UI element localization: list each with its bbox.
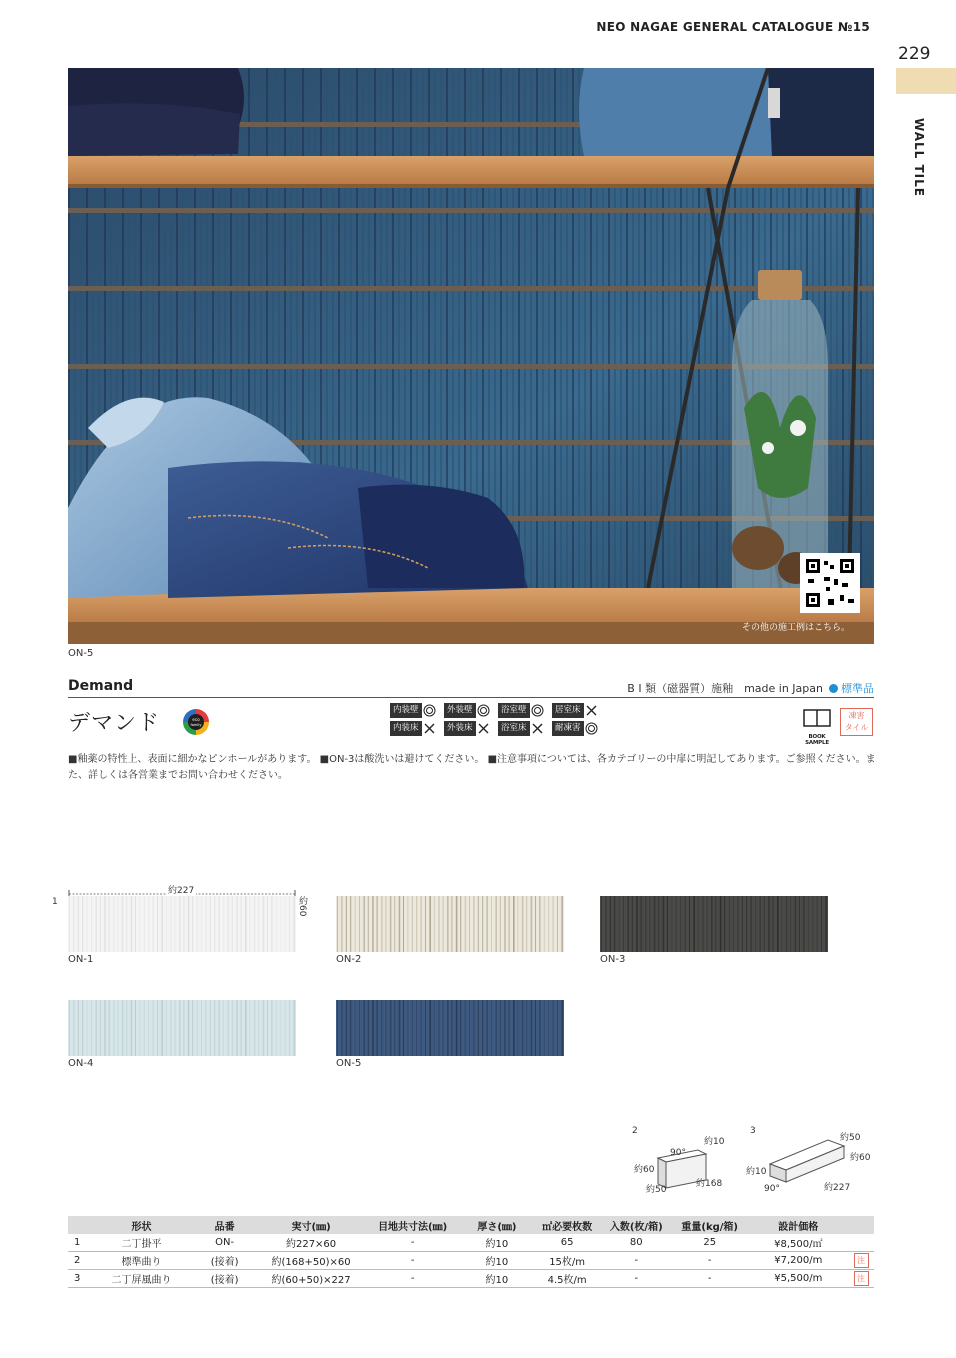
cross-icon <box>423 722 437 736</box>
step-bottom: 約227 <box>824 1183 851 1193</box>
cell-per-m2: 65 <box>533 1234 602 1252</box>
table-row <box>68 1270 874 1288</box>
height-dimension: 約60 <box>297 896 307 917</box>
cross-icon <box>531 722 545 736</box>
note-badge: 注 <box>854 1271 869 1286</box>
standard-dot-icon <box>829 684 838 693</box>
double-circle-icon <box>531 704 545 718</box>
cell-no: 2 <box>68 1252 92 1270</box>
col-thickness: 厚さ(㎜) <box>461 1216 532 1234</box>
cell-code: ON- <box>191 1234 258 1252</box>
double-circle-icon <box>423 704 437 718</box>
cell-per-m2: 4.5枚/m <box>533 1270 602 1288</box>
cell-weight: - <box>671 1252 749 1270</box>
col-per-m2: ㎡必要枚数 <box>533 1216 602 1234</box>
section-tab-strip <box>896 68 956 94</box>
tile-swatch <box>68 1000 296 1056</box>
tile-swatch <box>68 896 296 952</box>
double-circle-icon <box>585 722 599 736</box>
col-size: 実寸(㎜) <box>258 1216 364 1234</box>
cell-thickness: 約10 <box>461 1252 532 1270</box>
usage-label: 居室床 <box>552 703 584 718</box>
cell-weight: 25 <box>671 1234 749 1252</box>
swatch-code: ON-4 <box>68 1058 94 1069</box>
swatch-code: ON-5 <box>336 1058 362 1069</box>
step-top: 約50 <box>840 1133 861 1143</box>
note-badge: 注 <box>854 1253 869 1268</box>
col-note <box>848 1216 874 1234</box>
col-price: 設計価格 <box>749 1216 848 1234</box>
cell-thickness: 約10 <box>461 1270 532 1288</box>
corner-top: 約10 <box>704 1137 725 1147</box>
warning-badge <box>840 708 873 736</box>
width-dimension: 約227 <box>166 883 196 896</box>
spec-table <box>68 1216 874 1288</box>
usage-item <box>444 721 498 736</box>
product-meta <box>627 680 874 696</box>
col-weight: 重量(kg/箱) <box>671 1216 749 1234</box>
corner-angle: 90° <box>670 1148 686 1158</box>
book-sample-label: BOOK SAMPLE <box>805 734 829 746</box>
warning-line2: タイル <box>844 723 869 732</box>
cell-size: 約(168+50)×60 <box>258 1252 364 1270</box>
table-row <box>68 1252 874 1270</box>
double-circle-icon <box>477 704 491 718</box>
cell-price: ¥5,500/m <box>749 1270 848 1288</box>
cell-qty: - <box>602 1252 671 1270</box>
cell-price: ¥8,500/㎡ <box>749 1234 848 1252</box>
usage-item <box>552 703 606 718</box>
usage-item <box>444 703 498 718</box>
product-name-en: Demand <box>68 678 134 694</box>
standard-label: 標準品 <box>841 682 874 695</box>
usage-item <box>498 703 552 718</box>
cell-weight: - <box>671 1270 749 1288</box>
usage-label: 内装壁 <box>390 703 422 718</box>
tile-swatch <box>336 1000 564 1056</box>
header-rule <box>68 697 874 698</box>
cell-shape: 二丁掛平 <box>92 1234 191 1252</box>
usage-item <box>390 721 444 736</box>
cell-per-m2: 15枚/m <box>533 1252 602 1270</box>
cell-joint: - <box>364 1252 461 1270</box>
usage-item <box>552 721 606 736</box>
swatch-code: ON-1 <box>68 954 94 965</box>
usage-item <box>498 721 552 736</box>
usage-item <box>390 703 444 718</box>
usage-grid <box>390 703 606 736</box>
corner-number: 2 <box>632 1126 638 1136</box>
product-notes: ■釉薬の特性上、表面に細かなピンホールがあります。 ■ON-3は酸洗いは避けてください。 ■注意事項については、各カテゴリーの中扉に明記してあります。ご参照ください。また、詳しくは各営業までお問い合わせください。 <box>68 754 876 781</box>
book-sample-icon <box>800 708 834 746</box>
col-qty: 入数(枚/箱) <box>602 1216 671 1234</box>
cell-qty: 80 <box>602 1234 671 1252</box>
cell-thickness: 約10 <box>461 1234 532 1252</box>
table-header-row <box>68 1216 874 1234</box>
usage-label: 外装床 <box>444 721 476 736</box>
product-name-jp: デマンド <box>68 711 161 736</box>
usage-label: 浴室床 <box>498 721 530 736</box>
cell-size: 約227×60 <box>258 1234 364 1252</box>
swatch-code: ON-2 <box>336 954 362 965</box>
cell-no: 1 <box>68 1234 92 1252</box>
note-cell <box>848 1252 874 1270</box>
table-row <box>68 1234 874 1252</box>
usage-label: 耐凍害 <box>552 721 584 736</box>
step-right: 約60 <box>850 1153 871 1163</box>
product-spec: B I 類（磁器質）施釉 made in Japan <box>627 682 823 695</box>
cross-icon <box>477 722 491 736</box>
step-left: 約10 <box>746 1167 767 1177</box>
eco-family-icon <box>182 708 210 736</box>
qr-code[interactable] <box>800 553 860 613</box>
cell-no: 3 <box>68 1270 92 1288</box>
note-cell <box>848 1270 874 1288</box>
cell-joint: - <box>364 1234 461 1252</box>
col-joint: 目地共寸法(㎜) <box>364 1216 461 1234</box>
cell-shape: 二丁屏風曲り <box>92 1270 191 1288</box>
svg-text:eco: eco <box>192 717 200 722</box>
corner-bottom-right: 約168 <box>696 1179 723 1189</box>
step-angle: 90° <box>764 1184 780 1194</box>
corner-left: 約60 <box>634 1165 655 1175</box>
cell-qty: - <box>602 1270 671 1288</box>
cell-code: (接着) <box>191 1252 258 1270</box>
svg-text:family: family <box>190 723 202 727</box>
warning-line1: 凍害 <box>848 711 865 720</box>
cell-joint: - <box>364 1270 461 1288</box>
col-no <box>68 1216 92 1234</box>
hero-caption: ON-5 <box>68 648 94 659</box>
col-shape: 形状 <box>92 1216 191 1234</box>
cell-price: ¥7,200/m <box>749 1252 848 1270</box>
hero-photo <box>68 68 874 644</box>
tile-swatch <box>336 896 564 952</box>
usage-label: 浴室壁 <box>498 703 530 718</box>
note-cell <box>848 1234 874 1252</box>
step-number: 3 <box>750 1126 756 1136</box>
cross-icon <box>585 704 599 718</box>
cell-code: (接着) <box>191 1270 258 1288</box>
cell-size: 約(60+50)×227 <box>258 1270 364 1288</box>
section-label: WALL TILE <box>912 118 926 197</box>
usage-label: 内装床 <box>390 721 422 736</box>
cell-shape: 標準曲り <box>92 1252 191 1270</box>
swatch-code: ON-3 <box>600 954 626 965</box>
catalogue-title: NEO NAGAE GENERAL CATALOGUE №15 <box>596 20 870 34</box>
corner-bottom-left: 約50 <box>646 1185 667 1195</box>
tile-swatch <box>600 896 828 952</box>
col-code: 品番 <box>191 1216 258 1234</box>
swatch-row-number: 1 <box>52 897 58 907</box>
qr-caption: その他の施工例はこちら。 <box>742 623 851 633</box>
page-number: 229 <box>898 44 931 64</box>
usage-label: 外装壁 <box>444 703 476 718</box>
